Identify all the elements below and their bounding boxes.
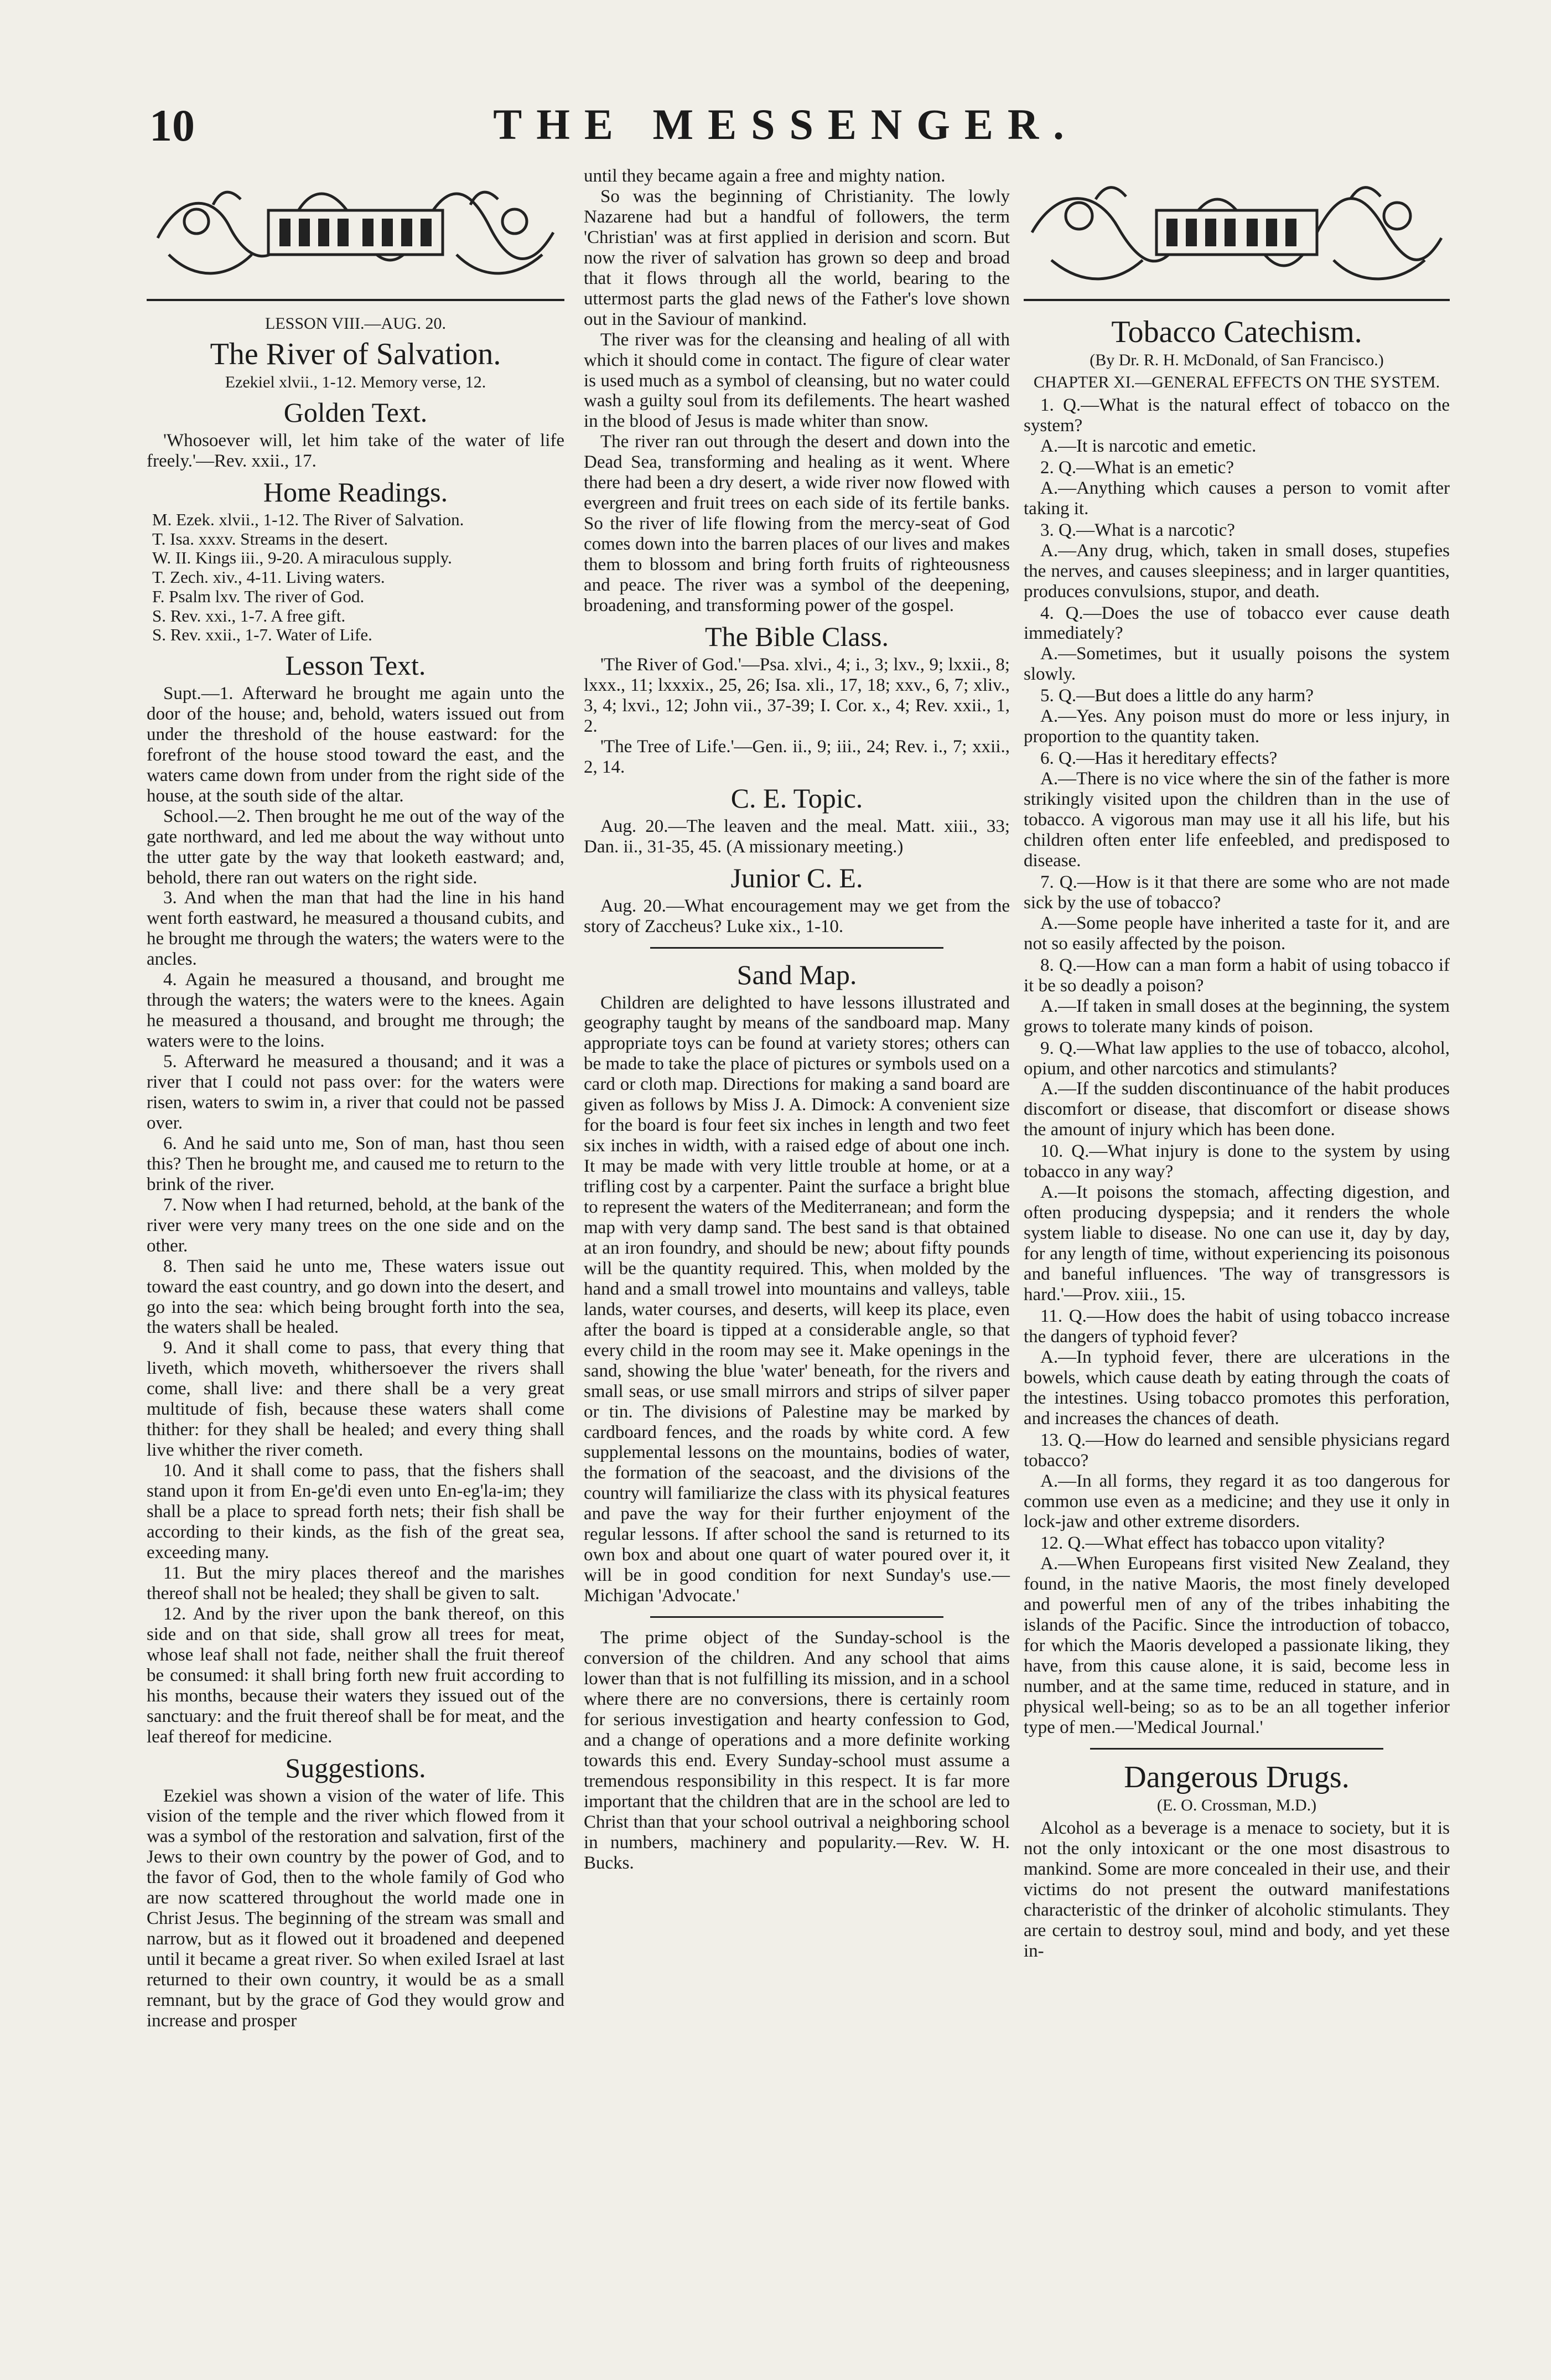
catechism-question: 6. Q.—Has it hereditary effects? <box>1040 748 1278 769</box>
tobacco-catechism-title: Tobacco Catechism. <box>1111 315 1362 349</box>
catechism-answer: A.—In all forms, they regard it as too dangerous for common use even as a medicine; and they use it only in lock-jaw and other extreme disorders. <box>1024 1471 1450 1532</box>
junior-ce-heading: Junior C. E. <box>730 862 863 893</box>
dangerous-drugs-byline: (E. O. Crossman, M.D.) <box>1156 1796 1317 1814</box>
catechism-answer: A.—Anything which causes a person to vomit after taking it. <box>1024 478 1450 519</box>
lesson-paragraph: 12. And by the river upon the bank thereof, on this side and on that side, shall grow all trees for meat, whose leaf shall not fade, neither shall the fruit thereof be consumed: it shall bring forth new fruit according to his months, because their waters they issued out of the sanctuary: and the fruit thereof shall be for meat, and the leaf thereof for medicine. <box>147 1603 564 1747</box>
ce-topic-heading: C. E. Topic. <box>730 782 863 814</box>
bible-class-paragraph: 'The River of God.'—Psa. xlvi., 4; i., 3; lxv., 9; lxxii., 8; lxxx., 11; lxxxix., 25, 26; Isa. xli., 17, 18; xxv., 6, 7; xliv., 3, 4; lxvi., 12; John vii., 37-39; I. Cor. x., 4; Rev. xxii., 1, 2. <box>584 654 1010 736</box>
sand-map-heading: Sand Map. <box>736 959 857 990</box>
catechism-question: 10. Q.—What injury is done to the system by using tobacco in any way? <box>1024 1141 1450 1182</box>
suggestions-text: Ezekiel was shown a vision of the water of life. This vision of the temple and the river which flowed from it was a symbol of the restoration and salvation, first of the Jews to their own country by the power of God, and to the favor of God, then to the whole family of God who are now scattered throughout the world made one in Christ Jesus. The beginning of the stream was small and narrow, but as it flowed out it broadened and deepened until it became a great river. So when exiled Israel at last returned to their own country, it would be as a small remnant, but by the grace of God they would grow and increase and prosper <box>147 1786 564 2031</box>
reading-item: T. Zech. xiv., 4-11. Living waters. <box>152 567 385 587</box>
catechism-question: 3. Q.—What is a narcotic? <box>1040 520 1235 540</box>
lesson-paragraph: 3. And when the man that had the line in his hand went forth eastward, he measured a thousand cubits, and he brought me through the waters; the waters were to the ancles. <box>147 888 564 970</box>
catechism-question: 4. Q.—Does the use of tobacco ever cause death immediately? <box>1024 603 1450 644</box>
catechism-question: 5. Q.—But does a little do any harm? <box>1040 686 1314 706</box>
dangerous-drugs-text: Alcohol as a beverage is a menace to society, but it is not the only intoxicant or the one most disastrous to mankind. Some are more concealed in their use, and their victims do not present the outward manifestations characteristic of the drinker of alcoholic stimulants. They are certain to destroy soul, mind and body, and yet these in- <box>1024 1818 1450 1961</box>
page-number: 10 <box>149 100 195 151</box>
catechism-question: 13. Q.—How do learned and sensible physicians regard tobacco? <box>1024 1430 1450 1471</box>
ornamental-banner-icon <box>1024 172 1450 293</box>
lesson-paragraph: 8. Then said he unto me, These waters issue out toward the east country, and go down into the desert, and go into the sea: which being brought forth into the sea, the waters shall be healed. <box>147 1256 564 1338</box>
catechism-question: 12. Q.—What effect has tobacco upon vitality? <box>1040 1533 1385 1554</box>
intro-paragraph: The river ran out through the desert and down into the Dead Sea, transforming and healing as it went. Where there had been a dry desert, a wide river now flowed with evergreen and fruit trees on each side of its fertile banks. So the river of life flowing from the mercy-seat of God comes down into the barren places of our lives and makes them to blossom and bring forth fruits of righteousness and peace. The river was a symbol of the deepening, broadening, and transforming power of the gospel. <box>584 432 1010 616</box>
column-middle <box>584 166 1010 1874</box>
lesson-number: LESSON VIII.—AUG. 20. <box>265 314 446 333</box>
lesson-paragraph: 9. And it shall come to pass, that every thing that liveth, which moveth, whithersoever the rivers shall come, shall live: and there shall be a very great multitude of fish, because these waters shall come thither: for they shall be healed; and every thing shall live whither the river cometh. <box>147 1338 564 1461</box>
catechism-question: 2. Q.—What is an emetic? <box>1040 457 1234 478</box>
catechism-answer: A.—Sometimes, but it usually poisons the system slowly. <box>1024 644 1450 685</box>
lesson-text-heading: Lesson Text. <box>285 649 426 681</box>
lesson-paragraph: 11. But the miry places thereof and the marishes thereof shall not be healed; they shall be given to salt. <box>147 1562 564 1603</box>
catechism-question: 11. Q.—How does the habit of using tobacco increase the dangers of typhoid fever? <box>1024 1306 1450 1347</box>
prime-object-text: The prime object of the Sunday-school is the conversion of the children. And any school that aims lower than that is not fulfilling its mission, and in a school where there are no conversions, there is certainly room for serious investigation and hearty confession to God, and a change of operations and a more definite working towards this end. Every Sunday-school must assume a tremendous responsibility in this respect. It is far more important that the children that are in the school are led to Christ than that your school outrival a neighboring school in numbers, machinery and popularity.—Rev. W. H. Bucks. <box>584 1628 1010 1873</box>
home-readings-list <box>147 510 564 645</box>
lesson-paragraph: 10. And it shall come to pass, that the fishers shall stand upon it from En-ge'di even unto En-eg'la-im; they shall be a place to spread forth nets; their fish shall be according to their kinds, as the fish of the great sea, exceeding many. <box>147 1461 564 1562</box>
lesson-paragraph: Supt.—1. Afterward he brought me again unto the door of the house; and, behold, waters issued out from under the threshold of the house eastward: for the forefront of the house stood toward the east, and the waters came down from under from the right side of the house, at the south side of the altar. <box>147 683 564 806</box>
catechism-answer: A.—Some people have inherited a taste for it, and are not so easily affected by the poison. <box>1024 913 1450 954</box>
bible-class-heading: The Bible Class. <box>705 620 889 652</box>
masthead <box>149 100 1422 166</box>
lesson-reference: Ezekiel xlvii., 1-12. Memory verse, 12. <box>225 373 486 391</box>
lesson-paragraph: 6. And he said unto me, Son of man, hast thou seen this? Then he brought me, and caused me to return to the brink of the river. <box>147 1133 564 1194</box>
reading-item: S. Rev. xxi., 1-7. A free gift. <box>152 606 346 625</box>
reading-item: S. Rev. xxii., 1-7. Water of Life. <box>152 625 372 645</box>
intro-paragraph: The river was for the cleansing and healing of all with which it should come in contact. The figure of clear water is used much as a symbol of cleansing, but no water could wash a guilty soul from its defilements. The heart washed in the blood of Jesus is made whiter than snow. <box>584 329 1010 432</box>
lesson-paragraph: 7. Now when I had returned, behold, at the bank of the river were very many trees on the one side and on the other. <box>147 1194 564 1256</box>
catechism-question: 8. Q.—How can a man form a habit of using tobacco if it be so deadly a poison? <box>1024 955 1450 996</box>
sand-map-text: Children are delighted to have lessons illustrated and geography taught by means of the sandboard map. Many appropriate toys can be found at variety stores; others can be made to take the place of pictures or symbols used on a card or cloth map. Directions for making a sand board are given as follows by Miss J. A. Dimock: A convenient size for the board is four feet six inches in length and two feet six inches in width, with a raised edge of about one inch. It may be made with very little trouble at home, or at a trifling cost by a carpenter. Paint the surface a bright blue to represent the waters of the Mediterranean; and form the map with very damp sand. The best sand is that obtained at an iron foundry, and should be new; about fifty pounds will be the quantity required. This, when molded by the hand and a small trowel into mountains and valleys, table lands, water courses, and deserts, will keep its place, even after the board is tipped at a considerable angle, so that every child in the room may see it. Make openings in the sand, showing the blue 'water' beneath, for the rivers and small seas, or use small mirrors and strips of silver paper or tin. The divisions of Palestine may be marked by cardboard fences, and the roads by white cord. A few supplemental lessons on the mountains, bodies of water, the formation of the seacoast, and the divisions of the country will familiarize the class with its physical features and pave the way for their further enjoyment of the regular lessons. If after school the sand is returned to its own box and about one quart of water poured over it, it will be in good condition for next Sunday's use.—Michigan 'Advocate.' <box>584 992 1010 1606</box>
paper-title: THE MESSENGER. <box>493 100 1078 148</box>
section-divider <box>1090 1748 1383 1750</box>
golden-text: 'Whosoever will, let him take of the water of life freely.'—Rev. xxii., 17. <box>147 431 564 471</box>
catechism-question: 9. Q.—What law applies to the use of tobacco, alcohol, opium, and other narcotics and stimulants? <box>1024 1038 1450 1079</box>
section-divider <box>650 1616 943 1618</box>
bible-class-paragraph: 'The Tree of Life.'—Gen. ii., 9; iii., 24; Rev. i., 7; xxii., 2, 14. <box>584 736 1010 777</box>
sunday-school-banner <box>147 166 564 301</box>
reading-item: W. II. Kings iii., 9-20. A miraculous supply. <box>152 548 452 568</box>
catechism-answer: A.—When Europeans first visited New Zealand, they found, in the native Maoris, the most finely developed and powerful men of any of the tribes inhabiting the islands of the Pacific. Since the introduction of tobacco, for which the Maoris developed a passionate liking, they have, from this cause alone, it is said, become less in number, and at the same time, reduced in stature, and in physical well-being; so as to be an all together inferior type of men.—'Medical Journal.' <box>1024 1554 1450 1737</box>
golden-text-heading: Golden Text. <box>283 397 428 428</box>
chapter-heading: CHAPTER XI.—GENERAL EFFECTS ON THE SYSTEM. <box>1033 373 1440 391</box>
catechism-answer: A.—It poisons the stomach, affecting digestion, and often producing dyspepsia; and it renders the whole system liable to disease. No one can use it, day by day, for any length of time, without experiencing its poisonous and baneful influences. 'The way of transgressors is hard.'—Prov. xiii., 15. <box>1024 1182 1450 1305</box>
catechism-answer: A.—There is no vice where the sin of the father is more strikingly visited upon the children than in the use of tobacco. A vigorous man may use it all his life, but his children often enter life enfeebled, and predisposed to disease. <box>1024 769 1450 871</box>
reading-item: M. Ezek. xlvii., 1-12. The River of Salvation. <box>152 509 464 529</box>
home-readings-heading: Home Readings. <box>263 476 448 508</box>
temperance-banner <box>1024 166 1450 301</box>
lesson-title: The River of Salvation. <box>210 337 501 371</box>
catechism-question: 1. Q.—What is the natural effect of tobacco on the system? <box>1024 395 1450 436</box>
catechism-answer: A.—If the sudden discontinuance of the habit produces discomfort or disease, that discomfort or disease shows the amount of injury which has been done. <box>1024 1079 1450 1140</box>
junior-ce-text: Aug. 20.—What encouragement may we get from the story of Zaccheus? Luke xix., 1-10. <box>584 896 1010 937</box>
ornamental-banner-icon <box>147 172 564 293</box>
column-sunday-school <box>147 166 564 2031</box>
catechism-question: 7. Q.—How is it that there are some who are not made sick by the use of tobacco? <box>1024 872 1450 913</box>
lesson-paragraph: 4. Again he measured a thousand, and brought me through the waters; the waters were to the knees. Again he measured a thousand, and brought me through; the waters were to the loins. <box>147 970 564 1052</box>
section-divider <box>650 947 943 949</box>
catechism-answer: A.—Yes. Any poison must do more or less injury, in proportion to the quantity taken. <box>1024 706 1450 747</box>
catechism-answer: A.—In typhoid fever, there are ulcerations in the bowels, which cause death by eating through the coats of the intestines. Using tobacco promotes this perforation, and increases the chances of death. <box>1024 1347 1450 1429</box>
dangerous-drugs-heading: Dangerous Drugs. <box>1124 1760 1350 1794</box>
reading-item: T. Isa. xxxv. Streams in the desert. <box>152 529 388 549</box>
column-temperance <box>1024 166 1450 1962</box>
lesson-paragraph: School.—2. Then brought he me out of the way of the gate northward, and led me about the way without unto the utter gate by the way that looketh eastward; and, behold, there ran out waters on the right side. <box>147 806 564 888</box>
catechism-answer: A.—It is narcotic and emetic. <box>1040 436 1257 456</box>
tobacco-byline: (By Dr. R. H. McDonald, of San Francisco.) <box>1090 351 1384 369</box>
suggestions-heading: Suggestions. <box>285 1752 426 1783</box>
ce-topic-text: Aug. 20.—The leaven and the meal. Matt. xiii., 33; Dan. ii., 31-35, 45. (A missionary meeting.) <box>584 816 1010 857</box>
lesson-paragraph: 5. Afterward he measured a thousand; and it was a river that I could not pass over: for the waters were risen, waters to swim in, a river that could not be passed over. <box>147 1052 564 1133</box>
catechism-answer: A.—If taken in small doses at the beginning, the system grows to tolerate many kinds of poison. <box>1024 996 1450 1037</box>
intro-paragraph: until they became again a free and mighty nation. <box>584 166 946 186</box>
reading-item: F. Psalm lxv. The river of God. <box>152 586 365 606</box>
catechism-answer: A.—Any drug, which, taken in small doses, stupefies the nerves, and causes sleepiness; and in larger quantities, produces convulsions, stupor, and death. <box>1024 540 1450 602</box>
intro-paragraph: So was the beginning of Christianity. The lowly Nazarene had but a handful of followers, the term 'Christian' was at first applied in derision and scorn. But now the river of salvation has grown so deep and broad that it flows through all the world, bearing to the uttermost parts the glad news of the Father's love shown out in the Saviour of mankind. <box>584 186 1010 329</box>
